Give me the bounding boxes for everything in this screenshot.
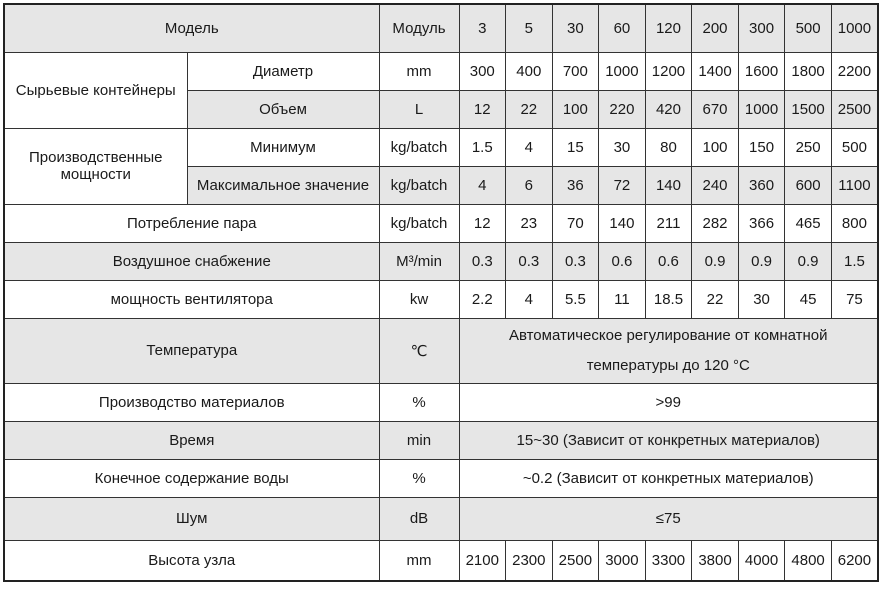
model-value-cell: 300 [738, 4, 785, 52]
row-label-fan: мощность вентилятора [4, 280, 379, 318]
diameter-row [4, 52, 878, 90]
group-production-capacity: Производственные мощности [4, 128, 187, 204]
row-label-minimum: Минимум [187, 128, 379, 166]
value-cell: 465 [785, 204, 832, 242]
spec-table [3, 3, 879, 582]
unit-cell: mm [379, 52, 459, 90]
noise-value-cell: ≤75 [459, 497, 878, 540]
yield-row [4, 383, 878, 421]
value-cell: 45 [785, 280, 832, 318]
value-cell: 100 [692, 128, 739, 166]
value-cell: 0.3 [506, 242, 553, 280]
model-value-cell: 200 [692, 4, 739, 52]
value-cell: 4000 [738, 540, 785, 581]
value-cell: 4 [459, 166, 506, 204]
value-cell: 360 [738, 166, 785, 204]
value-cell: 23 [506, 204, 553, 242]
value-cell: 1400 [692, 52, 739, 90]
unit-cell: % [379, 383, 459, 421]
value-cell: 3000 [599, 540, 646, 581]
value-cell: 2100 [459, 540, 506, 581]
steam-row [4, 204, 878, 242]
unit-cell: kg/batch [379, 128, 459, 166]
row-label-moisture: Конечное содержание воды [4, 459, 379, 497]
value-cell: 2.2 [459, 280, 506, 318]
value-cell: 0.9 [692, 242, 739, 280]
value-cell: 2200 [831, 52, 878, 90]
value-cell: 0.6 [645, 242, 692, 280]
value-cell: 6 [506, 166, 553, 204]
value-cell: 3300 [645, 540, 692, 581]
value-cell: 1600 [738, 52, 785, 90]
yield-value-cell: >99 [459, 383, 878, 421]
model-value-cell: 5 [506, 4, 553, 52]
value-cell: 3800 [692, 540, 739, 581]
value-cell: 670 [692, 90, 739, 128]
height-row [4, 540, 878, 581]
value-cell: 4 [506, 280, 553, 318]
value-cell: 150 [738, 128, 785, 166]
value-cell: 1200 [645, 52, 692, 90]
value-cell: 1000 [599, 52, 646, 90]
model-value-cell: 30 [552, 4, 599, 52]
value-cell: 5.5 [552, 280, 599, 318]
model-value-cell: 1000 [831, 4, 878, 52]
value-cell: 1.5 [831, 242, 878, 280]
value-cell: 250 [785, 128, 832, 166]
unit-cell: kg/batch [379, 204, 459, 242]
value-cell: 70 [552, 204, 599, 242]
row-label-steam: Потребление пара [4, 204, 379, 242]
unit-cell: kg/batch [379, 166, 459, 204]
model-value-cell: 500 [785, 4, 832, 52]
fan-row [4, 280, 878, 318]
value-cell: 1800 [785, 52, 832, 90]
value-cell: 1100 [831, 166, 878, 204]
value-cell: 30 [738, 280, 785, 318]
time-value-cell: 15~30 (Зависит от конкретных материалов) [459, 421, 878, 459]
unit-cell: min [379, 421, 459, 459]
row-label-diameter: Диаметр [187, 52, 379, 90]
value-cell: 12 [459, 204, 506, 242]
unit-cell: M³/min [379, 242, 459, 280]
value-cell: 6200 [831, 540, 878, 581]
row-label-height: Высота узла [4, 540, 379, 581]
row-label-time: Время [4, 421, 379, 459]
value-cell: 1500 [785, 90, 832, 128]
unit-cell: dB [379, 497, 459, 540]
value-cell: 22 [506, 90, 553, 128]
value-cell: 282 [692, 204, 739, 242]
time-row [4, 421, 878, 459]
value-cell: 0.6 [599, 242, 646, 280]
value-cell: 12 [459, 90, 506, 128]
model-value-cell: 3 [459, 4, 506, 52]
value-cell: 140 [599, 204, 646, 242]
module-header-cell: Модуль [379, 4, 459, 52]
value-cell: 140 [645, 166, 692, 204]
value-cell: 1.5 [459, 128, 506, 166]
model-value-cell: 120 [645, 4, 692, 52]
value-cell: 0.3 [459, 242, 506, 280]
value-cell: 2500 [552, 540, 599, 581]
value-cell: 4800 [785, 540, 832, 581]
unit-cell: kw [379, 280, 459, 318]
row-label-maximum: Максимальное значение [187, 166, 379, 204]
air-row [4, 242, 878, 280]
value-cell: 0.3 [552, 242, 599, 280]
value-cell: 1000 [738, 90, 785, 128]
value-cell: 80 [645, 128, 692, 166]
value-cell: 0.9 [785, 242, 832, 280]
group-raw-containers: Сырьевые контейнеры [4, 52, 187, 128]
value-cell: 75 [831, 280, 878, 318]
row-label-volume: Объем [187, 90, 379, 128]
value-cell: 500 [831, 128, 878, 166]
moisture-value-cell: ~0.2 (Зависит от конкретных материалов) [459, 459, 878, 497]
row-label-noise: Шум [4, 497, 379, 540]
value-cell: 220 [599, 90, 646, 128]
value-cell: 72 [599, 166, 646, 204]
value-cell: 211 [645, 204, 692, 242]
row-label-air: Воздушное снабжение [4, 242, 379, 280]
value-cell: 36 [552, 166, 599, 204]
value-cell: 15 [552, 128, 599, 166]
value-cell: 700 [552, 52, 599, 90]
header-row [4, 4, 878, 52]
moisture-row [4, 459, 878, 497]
unit-cell: L [379, 90, 459, 128]
row-label-yield: Производство материалов [4, 383, 379, 421]
value-cell: 400 [506, 52, 553, 90]
value-cell: 100 [552, 90, 599, 128]
value-cell: 366 [738, 204, 785, 242]
value-cell: 2300 [506, 540, 553, 581]
value-cell: 600 [785, 166, 832, 204]
unit-cell: ℃ [379, 318, 459, 383]
value-cell: 18.5 [645, 280, 692, 318]
temperature-row [4, 318, 878, 383]
value-cell: 0.9 [738, 242, 785, 280]
temperature-value-cell: Автоматическое регулирование от комнатной температуры до 120 °C [459, 318, 878, 383]
value-cell: 22 [692, 280, 739, 318]
value-cell: 240 [692, 166, 739, 204]
value-cell: 420 [645, 90, 692, 128]
value-cell: 4 [506, 128, 553, 166]
unit-cell: % [379, 459, 459, 497]
value-cell: 30 [599, 128, 646, 166]
value-cell: 300 [459, 52, 506, 90]
unit-cell: mm [379, 540, 459, 581]
noise-row [4, 497, 878, 540]
value-cell: 800 [831, 204, 878, 242]
model-header-cell: Модель [4, 4, 379, 52]
minimum-row [4, 128, 878, 166]
value-cell: 11 [599, 280, 646, 318]
value-cell: 2500 [831, 90, 878, 128]
model-value-cell: 60 [599, 4, 646, 52]
row-label-temperature: Температура [4, 318, 379, 383]
